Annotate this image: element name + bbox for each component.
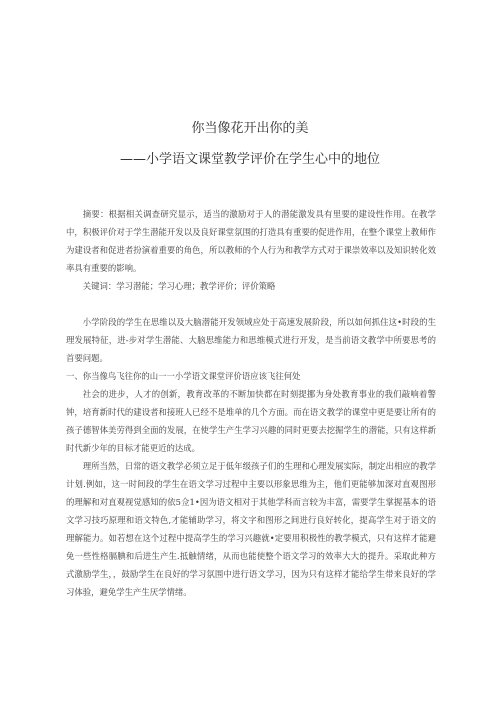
intro-paragraph: 小学阶段的学生在思维以及大脑潜能开发领域应处于高速发展阶段，所以如何抓住这•时段的生理发展特征，进-步对学生潜能、大脑思维能力和思维模式进行开发，是当前语文教学中所要思考的首要问题。: [66, 317, 436, 363]
paragraph-gap: [66, 295, 436, 313]
title-block: [0, 120, 500, 169]
page-subtitle: ——小学语文课堂教学评价在学生心中的地位: [119, 152, 380, 167]
abstract-paragraph: 摘要：根据相关调查研究显示，适当的激励对于人的潜能激发具有里要的建设性作用。在教学中，积极评价对于学生潜能开发以及良好课堂氛围的打造具有重要的促进作用，在整个课堂上教师作为建设者和促进者扮演着重要的角色，所以教师的个人行为和教学方式对于课崇效率以及知识转化效率具有重要的影响。: [66, 209, 436, 273]
document-body: [66, 205, 436, 601]
section1-paragraph-1: 社会的进步，人才的创新，教育改革的不断加快都在时刻提挪为身处教育事业的我们敲响着警钟，培育新时代的建设者和接班人已经不是堆单的几个方面。而在语文教学的课堂中更是要让所有的孩子德智体美劳得到全面的发展，在使学生产生学习兴趣的同时更要去挖掘学生的潜能，只有这样新时代新少年的目标才能更近的达成。: [66, 389, 436, 453]
section1-paragraph-2: 理所当然，日常的语文教学必须立足于低年级孩子们的生理和心理发展实际，制定出相应的教学计划.例如，这一时间段的学生在语文学习过程中主要以形象思维为主，他们更能够加深对直观图形的理解和对直观视觉感知的依5佥1•因为语文相对于其他学科而言较为丰富，需要学生掌握基本的语文学习技巧原理和语文特色,才能辅助学习，将文字和图形之间进行良好转化，提高学生对于语文的理解能力。如若想在这个过程中提高学生的学习兴趣就•定要用积极性的教学模式，只有这样才能避免一些性格膈腆和后进生产生.抵触情绪，从而也能使整个语文学习的效率大大的提升。采取此种方式激励学生，，鼓励学生在良好的学习氛围中进行语文学习，因为只有这样才能给学生带来良好的学习体验，避免学生产生厌学情绪。: [66, 461, 436, 597]
section-heading-1: 一、你当像鸟飞往你的山一一小学语文课堂评价语应该飞往何处: [66, 371, 301, 381]
page-title: 你当像花开出你的美: [191, 121, 309, 136]
keywords-line: 关键词：学习潜能；学习心理；教学评价；评价策略: [82, 281, 276, 291]
